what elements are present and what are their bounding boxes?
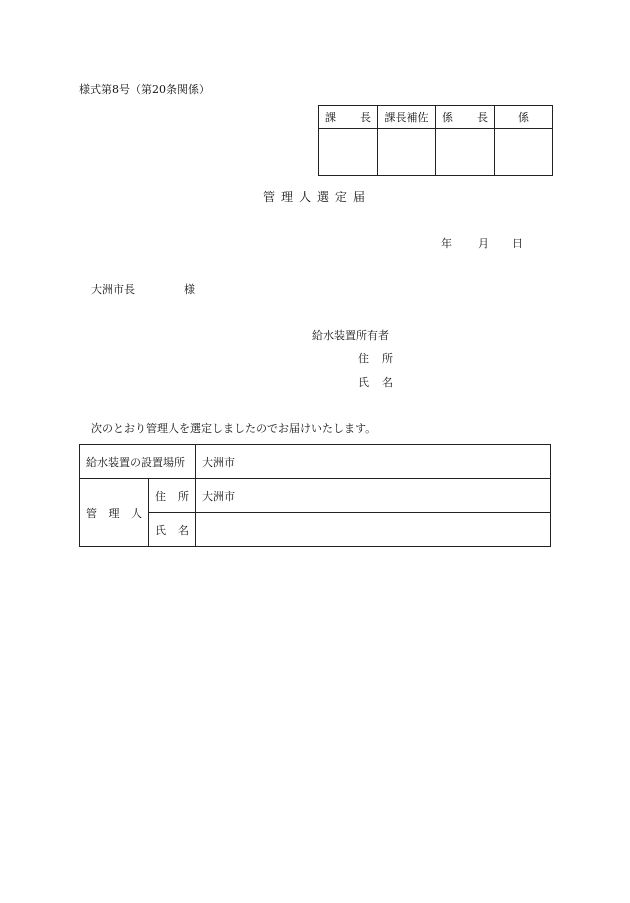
manager-name-value[interactable]: [196, 513, 551, 547]
approval-header-unit-chief: [436, 106, 495, 129]
approval-header-char: 課: [325, 111, 336, 124]
approval-header-deputy-chief: [378, 106, 436, 129]
installation-location-label: [80, 445, 196, 479]
approval-header-label: 課長補佐: [384, 111, 429, 124]
approval-stamp-box[interactable]: [319, 129, 378, 176]
label-char: 管: [86, 506, 97, 520]
label-char: 氏: [358, 376, 369, 389]
installation-location-value-text: 大洲市: [202, 455, 235, 469]
label-char: 住: [358, 352, 369, 365]
manager-address-value-text: 大洲市: [202, 489, 235, 503]
label-char: 名: [382, 376, 393, 389]
approval-header-label: 係: [518, 111, 529, 124]
approval-stamp-box[interactable]: [378, 129, 436, 176]
installation-location-label-text: 給水装置の設置場所: [86, 455, 185, 469]
approval-header-char: 長: [477, 111, 488, 124]
approval-header-staff: [495, 106, 553, 129]
form-number: 様式第8号（第20条関係）: [79, 83, 210, 96]
label-char: 住: [155, 489, 166, 503]
label-char: 所: [382, 352, 393, 365]
honorific: 様: [184, 283, 195, 296]
statement-text: 次のとおり管理人を選定しましたのでお届けいたします。: [91, 422, 377, 435]
manager-label-cell: [80, 479, 149, 547]
approval-stamp-box[interactable]: [495, 129, 553, 176]
manager-address-label: [149, 479, 196, 513]
manager-address-value[interactable]: [196, 479, 551, 513]
approval-header-char: 係: [442, 111, 453, 124]
label-char: 理: [108, 506, 120, 520]
applicant-address-label: [358, 350, 393, 366]
manager-details-table: [79, 444, 551, 547]
label-char: 所: [178, 489, 189, 503]
owner-label: 給水装置所有者: [312, 329, 389, 342]
addressee: 大洲市長: [91, 283, 135, 296]
approval-stamp-table: [318, 105, 553, 176]
date-year-label: 年: [441, 237, 452, 250]
approval-stamp-box[interactable]: [436, 129, 495, 176]
approval-header-char: 長: [360, 111, 371, 124]
label-char: 氏: [155, 523, 166, 537]
manager-name-label: [149, 513, 196, 547]
label-char: 名: [178, 523, 189, 537]
label-char: 人: [131, 506, 142, 520]
approval-header-section-chief: [319, 106, 378, 129]
date-month-label: 月: [478, 237, 489, 250]
installation-location-value[interactable]: [196, 445, 551, 479]
document-title: 管理人選定届: [263, 190, 372, 204]
date-day-label: 日: [512, 237, 523, 250]
applicant-name-label: [358, 374, 393, 390]
